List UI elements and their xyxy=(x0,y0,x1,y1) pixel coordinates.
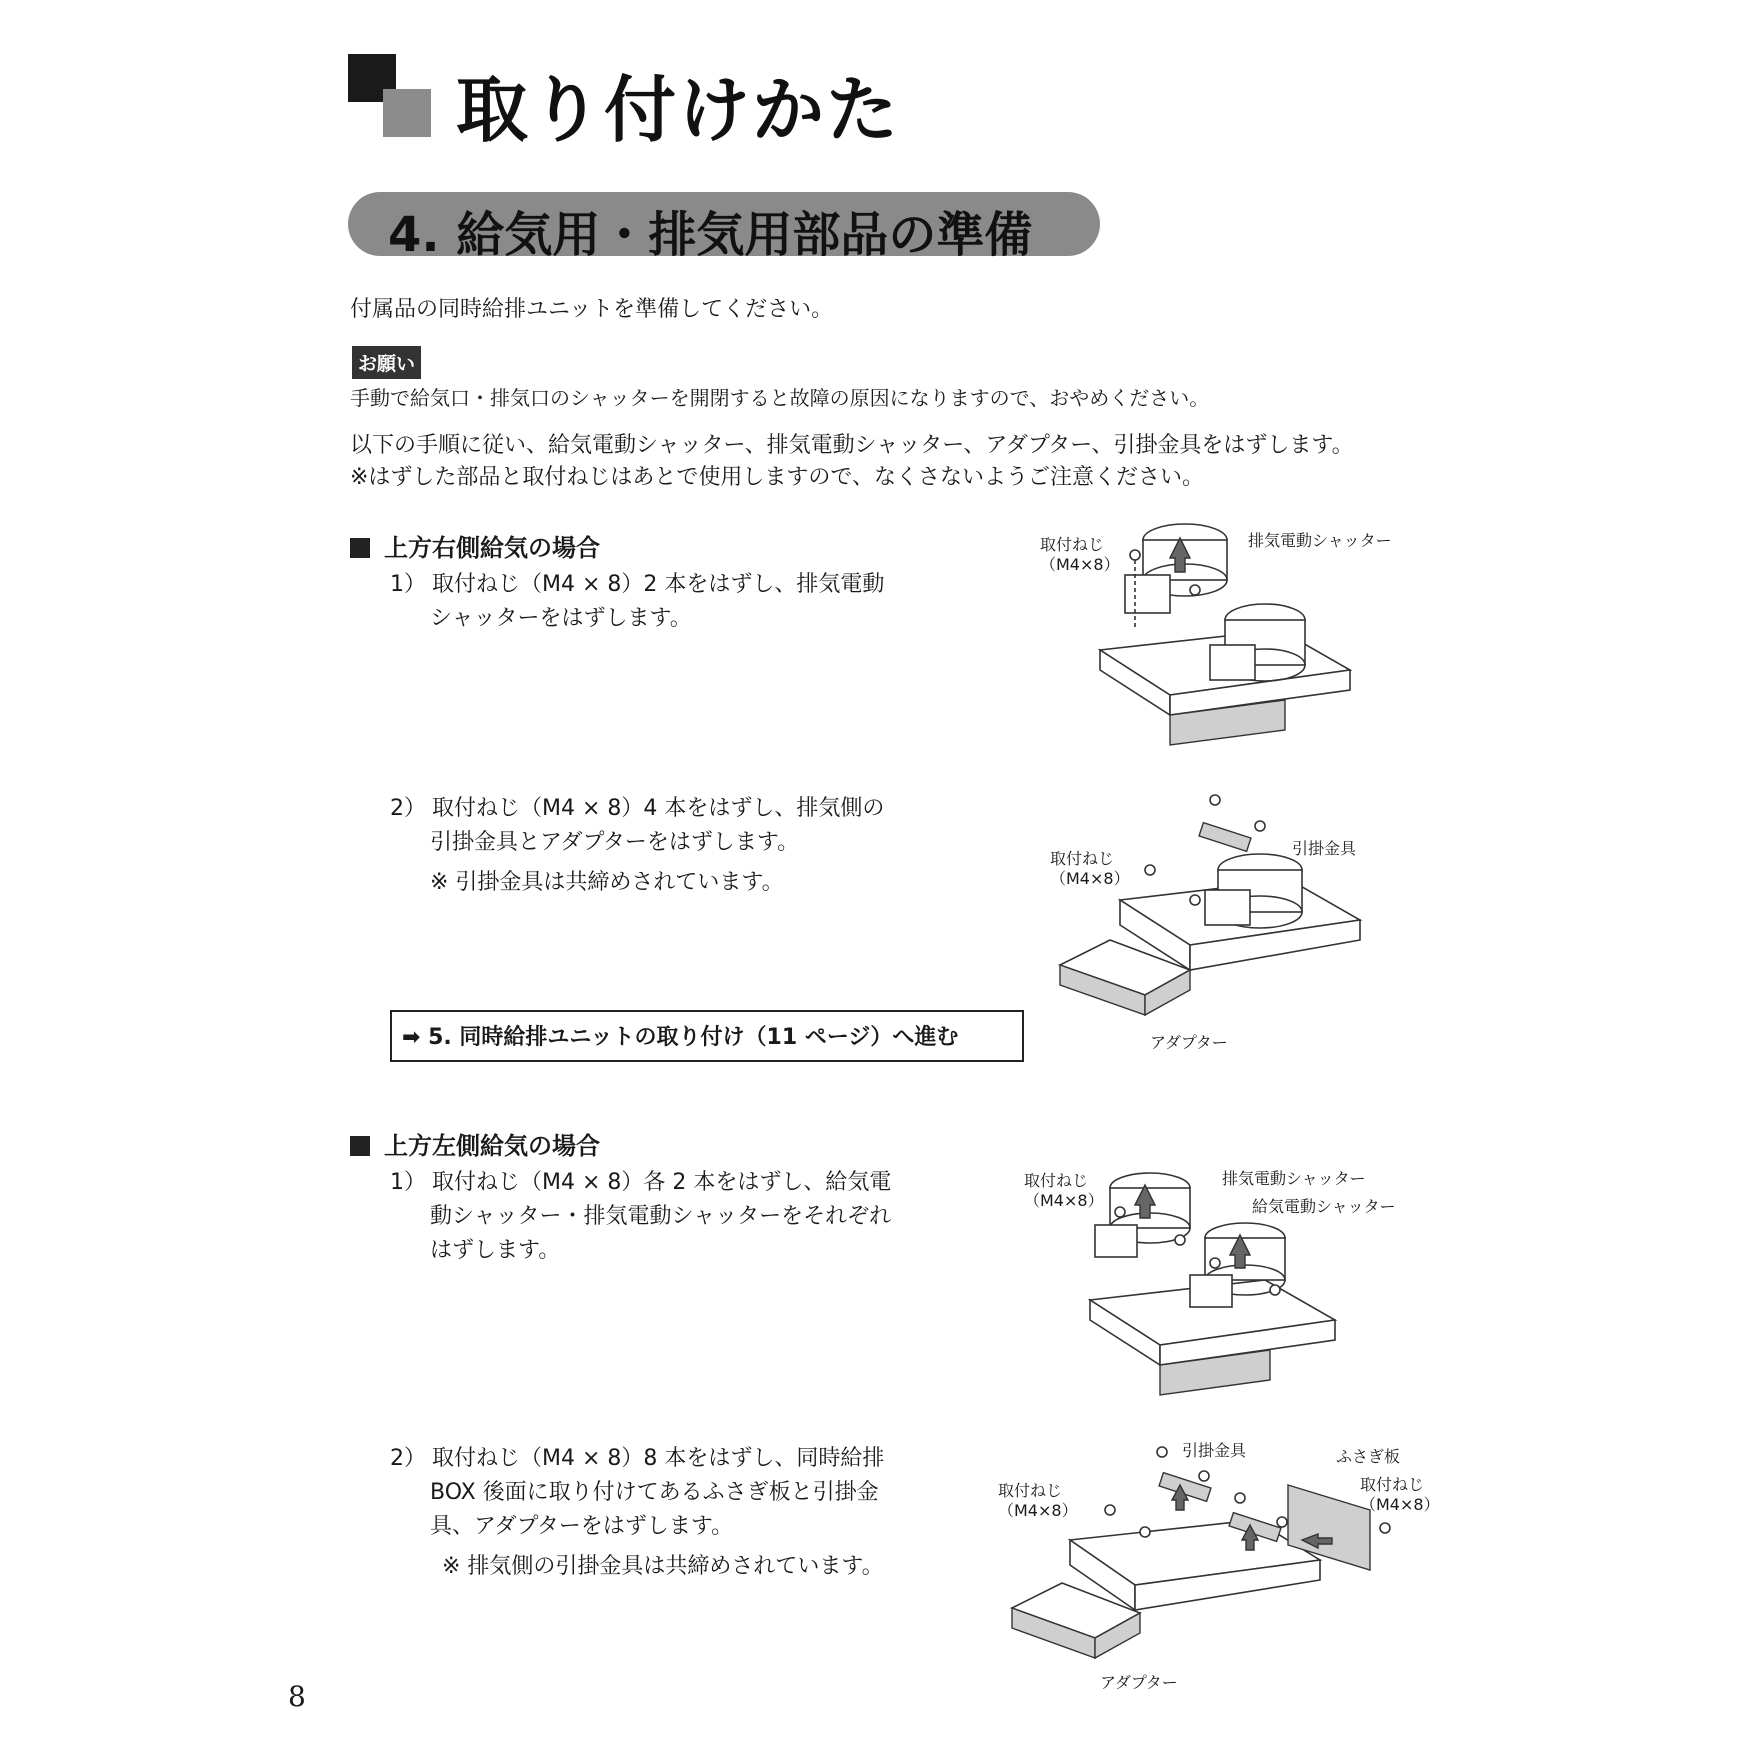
page-number: 8 xyxy=(288,1680,306,1713)
fig2-hook-label: 引掛金具 xyxy=(1292,839,1357,858)
goto-link[interactable]: ➡ 5. 同時給排ユニットの取り付け（11 ページ）へ進む xyxy=(402,1025,959,1050)
instructions-line1: 以下の手順に従い、給気電動シャッター、排気電動シャッター、アダプター、引掛金具をはずします。 xyxy=(350,433,1354,458)
case-left-heading: 上方左側給気の場合 xyxy=(350,1126,600,1161)
fig2-adapter-label: アダプター xyxy=(1150,1033,1228,1052)
case-right-heading: 上方右側給気の場合 xyxy=(350,528,600,563)
chapter-title: 取り付けかた xyxy=(456,68,901,152)
intro-text: 付属品の同時給排ユニットを準備してください。 xyxy=(350,297,834,322)
fig4-screw-label4: （M4×8） xyxy=(1360,1495,1440,1514)
step-number: 2） xyxy=(390,1446,426,1471)
fig4-adapter-label: アダプター xyxy=(1100,1673,1178,1692)
fig3-screw-label2: （M4×8） xyxy=(1024,1191,1104,1210)
fig1-screw-label1: 取付ねじ xyxy=(1040,535,1105,554)
step-number: 1） xyxy=(390,572,426,597)
fig1-shutter-label: 排気電動シャッター xyxy=(1248,531,1392,550)
fig4-screw-label1: 取付ねじ xyxy=(998,1481,1063,1500)
fig4-screw-label2: （M4×8） xyxy=(998,1501,1078,1520)
case-left-step1: 1） 取付ねじ（M4 × 8）各 2 本をはずし、給気電 動シャッター・排気電動シャッターをそれぞれ はずします。 xyxy=(390,1170,892,1263)
square-bullet-icon xyxy=(350,1136,370,1156)
fig4-cover-label: ふさぎ板 xyxy=(1336,1447,1401,1466)
figure-cover-hook-adapter-removal xyxy=(1000,1440,1420,1690)
instructions-line2: ※はずした部品と取付ねじはあとで使用しますので、なくさないようご注意ください。 xyxy=(350,465,1204,490)
chapter-marker-gray xyxy=(383,89,431,137)
fig3-exhaust-label: 排気電動シャッター xyxy=(1222,1169,1366,1188)
case-right-step1: 1） 取付ねじ（M4 × 8）2 本をはずし、排気電動 シャッターをはずします。 xyxy=(390,572,885,631)
note-badge: お願い xyxy=(352,346,421,379)
case-left-step2: 2） 取付ねじ（M4 × 8）8 本をはずし、同時給排 BOX 後面に取り付けてあるふさぎ板と引掛金 具、アダプターをはずします。 ※ 排気側の引掛金具は共締めされています。 xyxy=(390,1446,885,1579)
fig4-hook-label: 引掛金具 xyxy=(1182,1441,1247,1460)
fig2-screw-label2: （M4×8） xyxy=(1050,869,1130,888)
fig3-screw-label1: 取付ねじ xyxy=(1024,1171,1089,1190)
fig2-screw-label1: 取付ねじ xyxy=(1050,849,1115,868)
figure-hook-adapter-removal xyxy=(1050,790,1380,1050)
fig3-supply-label: 給気電動シャッター xyxy=(1252,1197,1396,1216)
note-text: 手動で給気口・排気口のシャッターを開閉すると故障の原因になりますので、おやめください。 xyxy=(350,386,1210,410)
step-number: 2） xyxy=(390,796,426,821)
fig1-screw-label2: （M4×8） xyxy=(1040,555,1120,574)
section-title: 4. 給気用・排気用部品の準備 xyxy=(388,207,1033,263)
step-number: 1） xyxy=(390,1170,426,1195)
fig4-screw-label3: 取付ねじ xyxy=(1360,1475,1425,1494)
square-bullet-icon xyxy=(350,538,370,558)
case-right-step2: 2） 取付ねじ（M4 × 8）4 本をはずし、排気側の 引掛金具とアダプターをはずします。 ※ 引掛金具は共締めされています。 xyxy=(390,796,885,895)
